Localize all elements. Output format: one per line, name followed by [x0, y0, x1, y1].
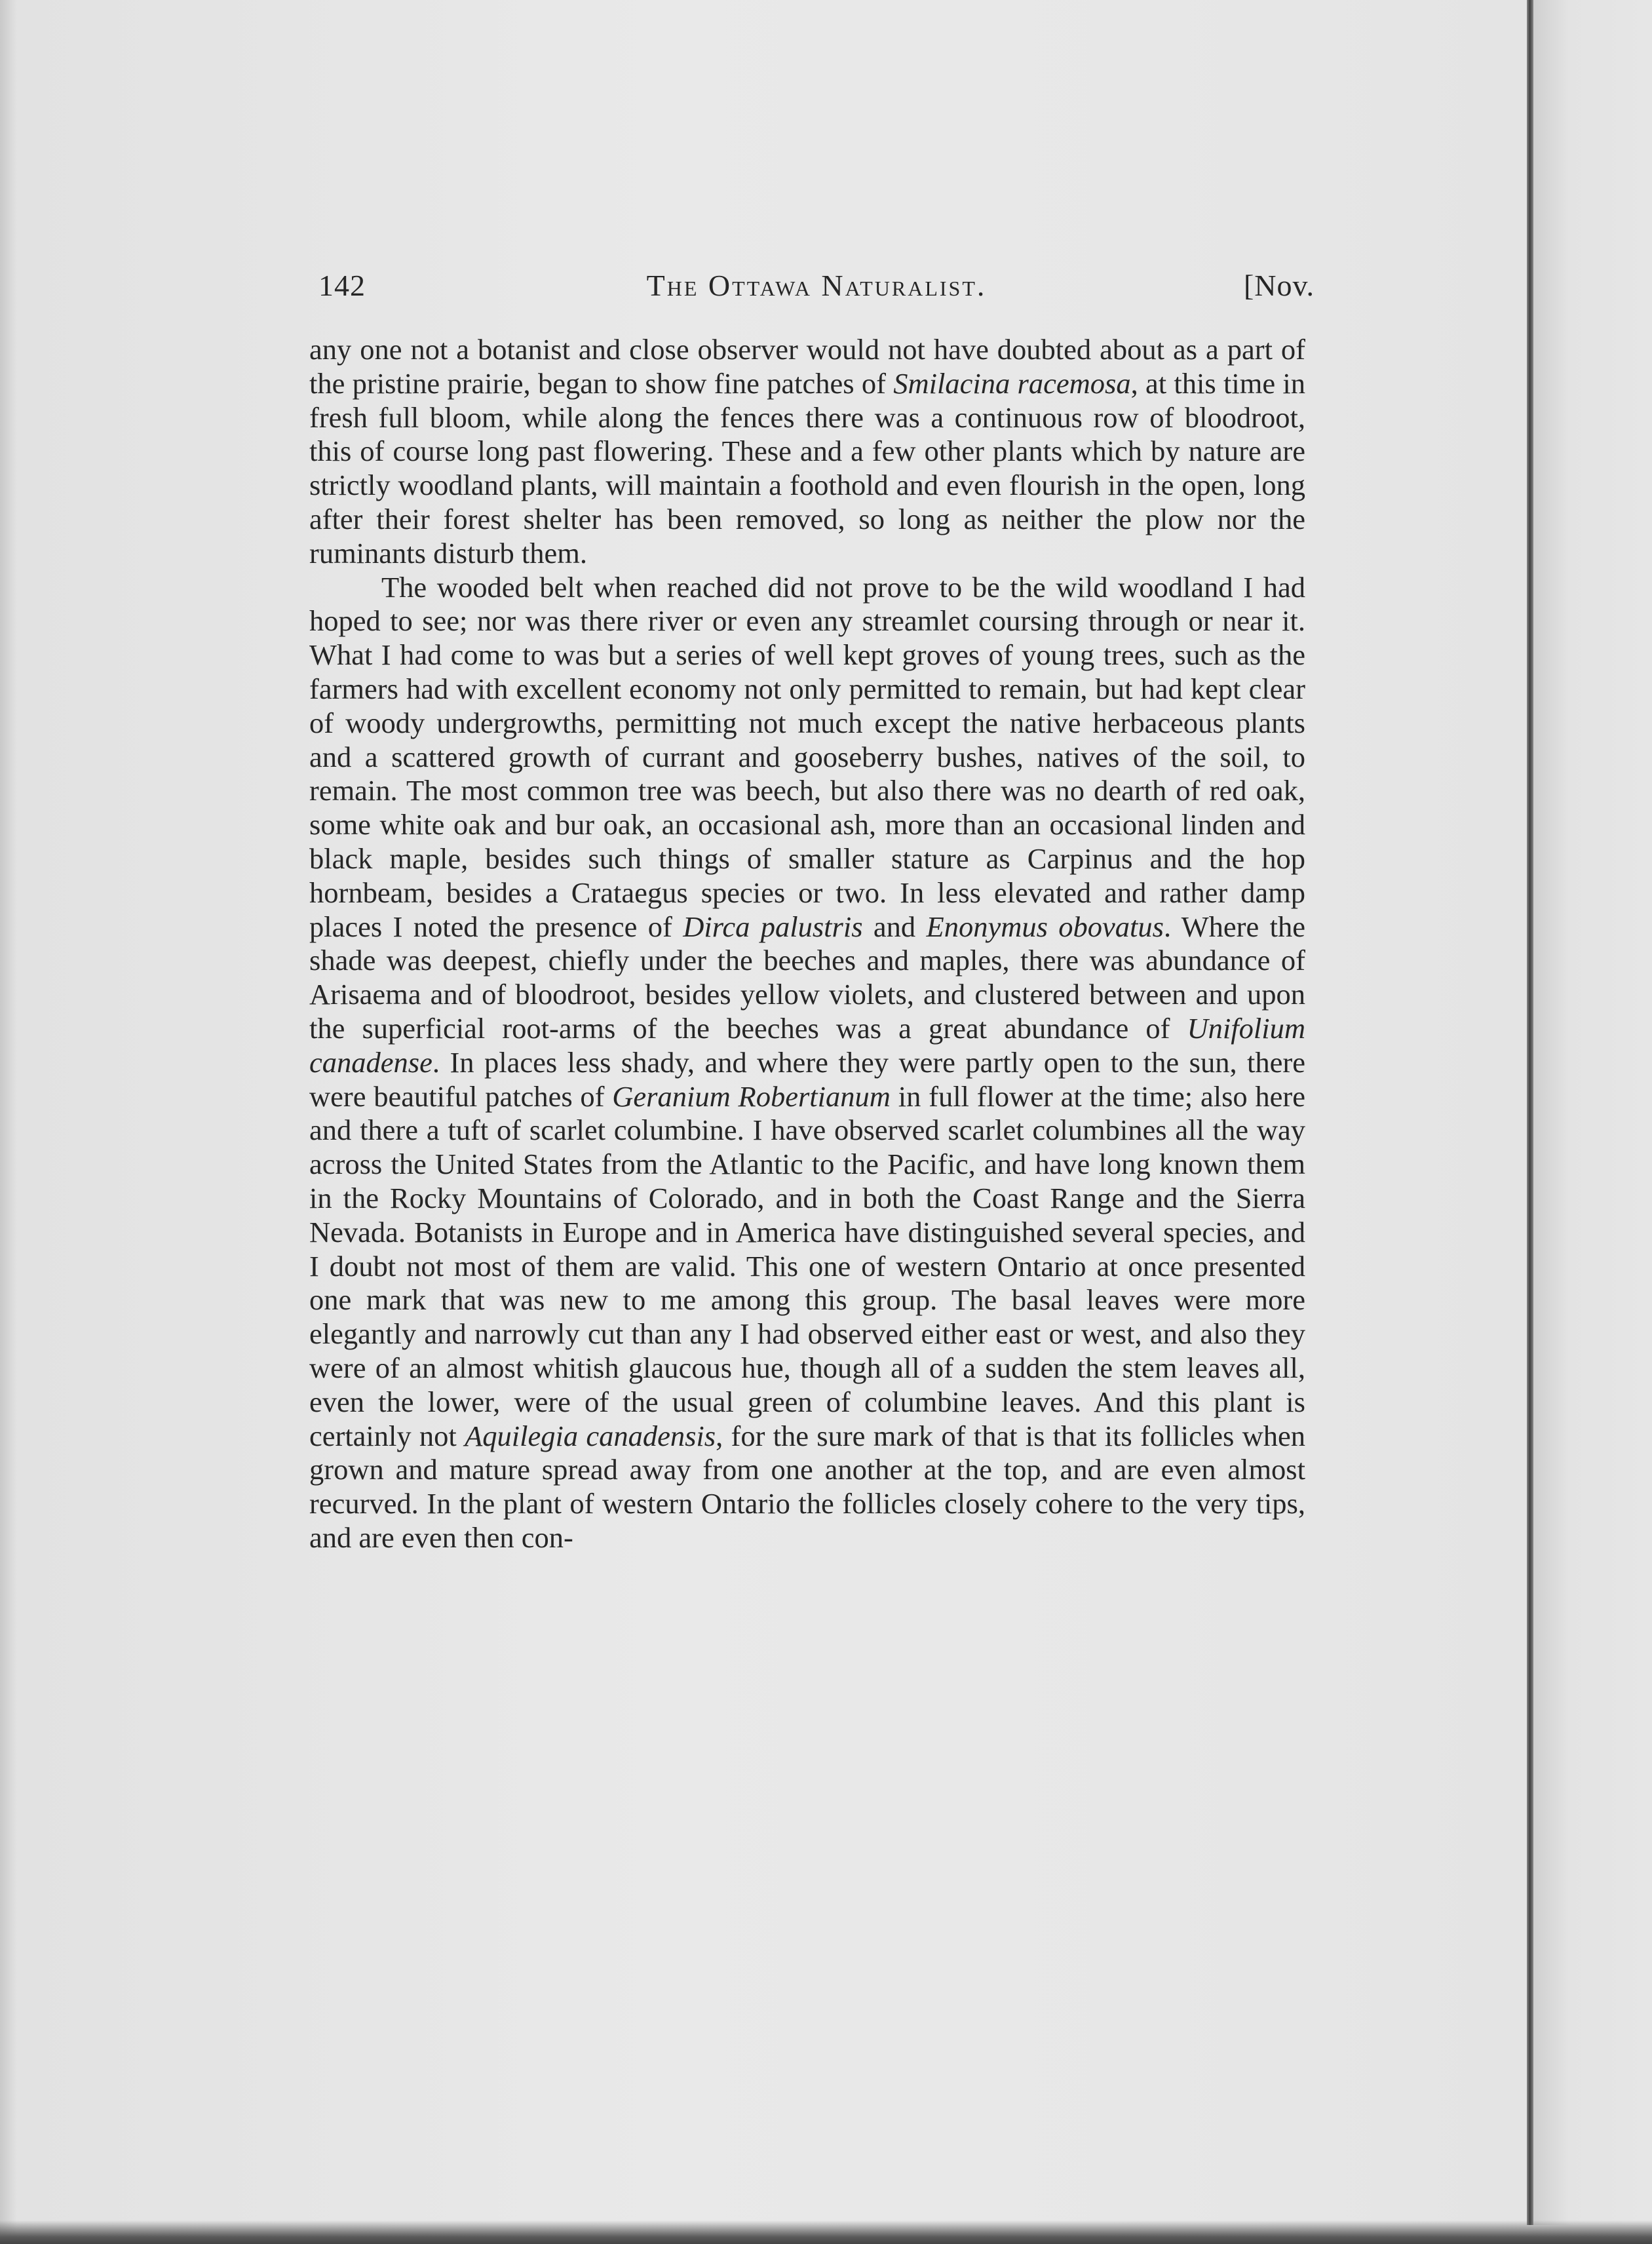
text-run: any one not a botanist and close observer would not have doubted about as a part of the pristine prairie, began to show fine patches of: [309, 333, 1305, 400]
journal-title: The Ottawa Naturalist.: [646, 269, 987, 302]
text-run: in full flower at the time; also here and there a tuft of scarlet columbine. I have observed scarlet columbines all the way across the United States from the Atlantic to the Pacific, and have long known them in the Rocky Mountains of Colorado, and in both the Coast Range and the Sierra Nevada. Botanists in Europe and in America have distinguished several species, and I doubt not most of them are valid. This one of western Ontario at once presented one mark that was new to me among this group. The basal leaves were more elegantly and narrowly cut than any I had observed either east or west, and also they were of an almost whitish glaucous hue, though all of a sudden the stem leaves all, even the lower, were of the usual green of columbine leaves. And this plant is certainly not: [309, 1079, 1305, 1452]
article-body: [309, 333, 1305, 1555]
paragraph-2: [309, 571, 1305, 1555]
text-run: , at this time in fresh full bloom, while along the fences there was a continuous row of bloodroot, this of course long past flowering. These and a few other plants which by nature are strictly woodland plants, will maintain a foothold and even flourish in the open, long after their forest shelter has been removed, so long as neither the plow nor the ruminants disturb them.: [309, 366, 1306, 570]
text-run: , for the sure mark of that is that its follicles when grown and mature spread away from one another at the top, and are even almost recurved. In the plant of western Ontario the follicles closely cohere to the very tips, and are even then con-: [309, 1419, 1305, 1554]
page-gutter-line: [1527, 0, 1533, 2225]
issue-month: [Nov.: [1243, 269, 1315, 302]
running-header: [318, 265, 1315, 307]
species-name: Aquilegia canadensis: [465, 1419, 716, 1452]
text-run: The wooded belt when reached did not prove to be the wild woodland I had hoped to see; nor was there river or even any streamlet coursing through or near it. What I had come to was but a series of well kept groves of young trees, such as the farmers had with excellent economy not only permitted to remain, but had kept clear of woody undergrowths, permitting not much except the native herbaceous plants and a scattered growth of currant and gooseberry bushes, natives of the soil, to remain. The most common tree was beech, but also there was no dearth of red oak, some white oak and bur oak, an occasional ash, more than an occasional linden and black maple, besides such things of smaller stature as Carpinus and the hop hornbeam, besides a Crataegus species or two. In less elevated and rather damp places I noted the presence of: [309, 570, 1305, 943]
species-name: Smilacina racemosa: [893, 366, 1131, 400]
text-run: and: [862, 910, 927, 943]
species-name: Dirca palustris: [683, 910, 863, 943]
species-name: Enonymus obovatus: [926, 910, 1164, 943]
paragraph-1: [309, 333, 1305, 571]
text-run: . Where the shade was deepest, chiefly under the beeches and maples, there was abundance of Arisaema and of bloodroot, besides yellow violets, and clustered between and upon the superficial root-arms of the beeches was a great abundance of: [309, 910, 1305, 1045]
page-number: 142: [318, 269, 366, 302]
bottom-scan-edge: [0, 2220, 1652, 2244]
species-name: Unifolium canadense: [309, 1011, 1305, 1079]
text-run: . In places less shady, and where they were partly open to the sun, there were beautiful patches of: [309, 1045, 1305, 1113]
left-edge-shadow: [0, 0, 17, 2244]
adjacent-page-edge: [1533, 0, 1652, 2225]
species-name: Geranium Robertianum: [612, 1079, 891, 1113]
